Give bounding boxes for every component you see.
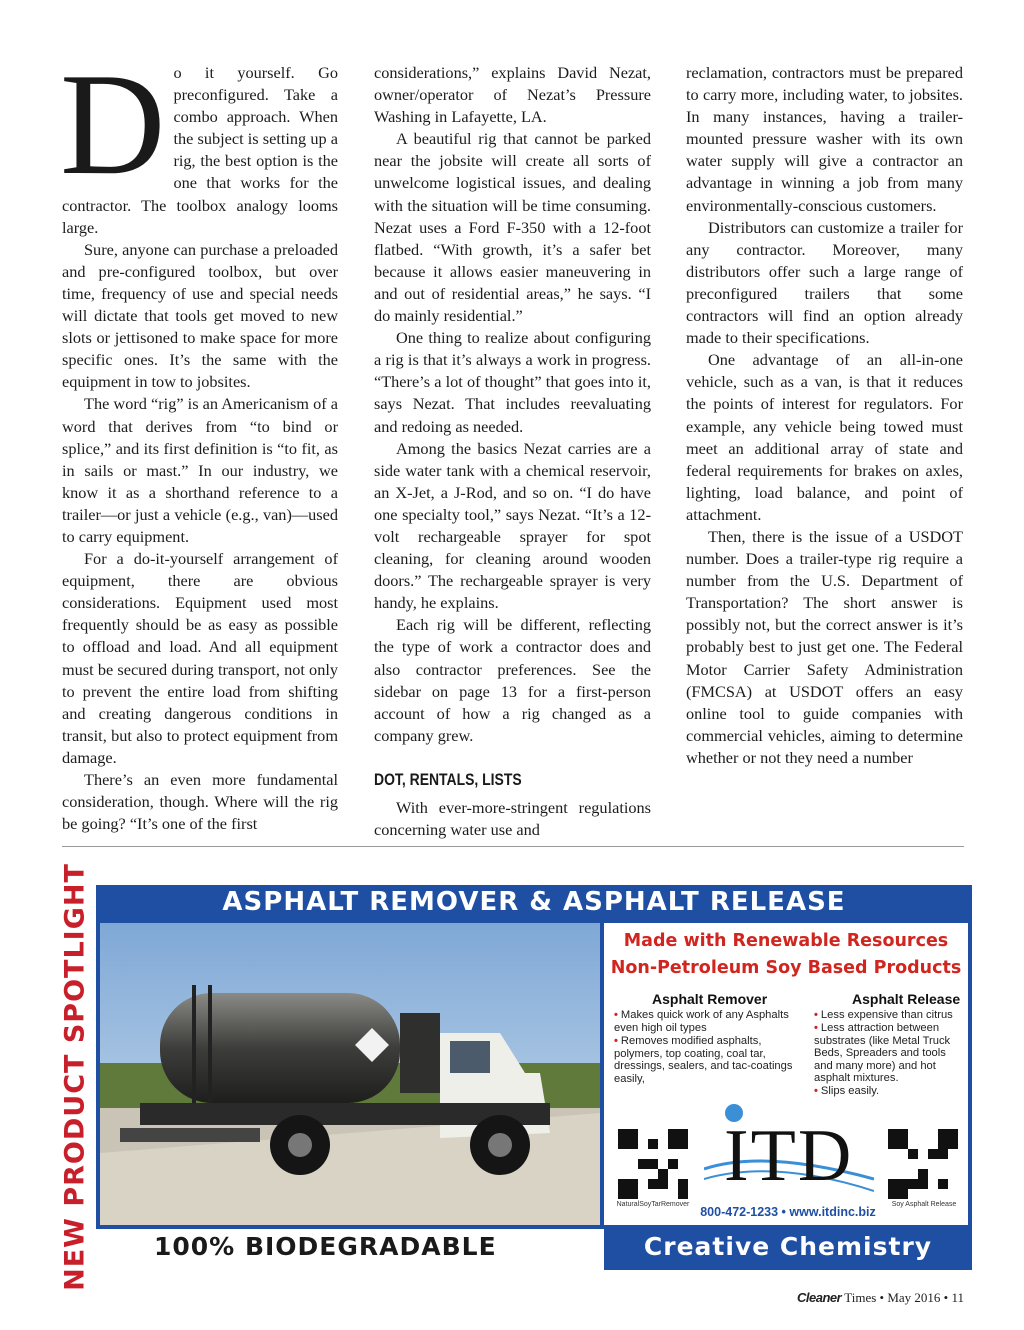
itd-logo: ITD	[724, 1115, 854, 1197]
article-column-3	[686, 62, 963, 769]
section-subhead: DOT, RENTALS, LISTS	[374, 769, 522, 789]
article-column-1	[60, 43, 338, 835]
truck-photo	[100, 923, 600, 1225]
paragraph: reclamation, contractors must be prepared to carry more, including water, to jobsites. In many instances, having a trailer-mounted pressure washer with its own water supply will give a contractor an advantage in winning a job from many environmentally-conscious customers.	[686, 63, 963, 215]
advertisement	[54, 863, 972, 1291]
paragraph: considerations,” explains David Nezat, owner/operator of Nezat’s Pressure Washing in Lafayette, LA.	[374, 63, 651, 127]
paragraph: Distributors can customize a trailer for any contractor. Moreover, many distributors offer such a large range of preconfigured trailers that some contractors will find an option already made to their specifications.	[686, 217, 963, 348]
bullet-item	[614, 1009, 794, 1034]
bullet-item	[814, 1009, 964, 1022]
ad-side-banner	[54, 863, 96, 1291]
paragraph: There’s an even more fundamental consideration, though. Where will the rig be going? “It’s one of the first	[62, 770, 338, 834]
paragraph: For a do-it-yourself arrangement of equipment, there are obvious considerations. Equipment used most frequently should be as easy as possible to offload and load. And all equipment must be secured during transport, not only to prevent the entire load from shifting and creating dangerous conditions in transit, but also to protect equipment from damage.	[62, 549, 338, 767]
creative-chemistry-label: Creative Chemistry	[643, 1232, 933, 1261]
bullet-text: Less expensive than citrus	[820, 1009, 953, 1021]
bullet-item	[814, 1085, 964, 1098]
ad-info-panel	[604, 923, 968, 1225]
bullet-text: Less attraction between substrates (like Metal Truck Beds, Spreaders and tools and many more) and hot asphalt mixtures.	[814, 1022, 951, 1084]
paragraph: Among the basics Nezat carries are a side water tank with a chemical reservoir, an X-Jet, a J-Rod, and so on. “I do have one specialty tool,” says Nezat. “It’s a 12-volt rechargeable sprayer for spot cleaning, for cleaning around wooden doors.” The rechargeable sprayer is very handy, he explains.	[374, 438, 651, 613]
ad-contact: 800-472-1233 • www.itdinc.biz	[700, 1205, 876, 1219]
paragraph: One advantage of an all-in-one vehicle, such as a van, is that it reduces the points of interest for regulators. For example, any vehicle being towed must meet an additional array of state and federal requirements for brakes on axles, lighting, load balance, and point of attachment.	[686, 350, 963, 524]
bullet-text: Slips easily.	[820, 1085, 880, 1097]
qr-code-icon	[888, 1129, 958, 1199]
paragraph: Sure, anyone can purchase a preloaded and pre-configured toolbox, but over time, frequency of use and special needs will dictate that tools get moved to new slots or jettisoned to make space for more specific ones. It’s the same with the equipment in tow to jobsites.	[62, 239, 338, 392]
paragraph: The word “rig” is an Americanism of a word that derives from “to bind or splice,” and its first definition is “to fit, as in sails or mast.” In our industry, we know it as a shorthand reference to a trailer—or just a vehicle (e.g., van)—used to carry equipment.	[62, 394, 338, 546]
ad-red-headline-2: Non-Petroleum Soy Based Products	[610, 958, 962, 978]
qr-caption-left: NaturalSoyTarRemover	[616, 1201, 690, 1208]
bullet-text: Removes modified asphalts, polymers, top coating, coal tar, dressings, sealers, and tac-coatings easily,	[614, 1035, 793, 1085]
drop-cap: D	[60, 43, 166, 205]
paragraph: o it yourself. Go preconfigured. Take a combo approach. When the subject is setting up a rig, the best option is the one that works for the contractor. The toolbox analogy looms large.	[62, 63, 338, 237]
qr-code-icon	[618, 1129, 688, 1199]
paragraph: One thing to realize about configuring a rig is that it’s always a work in progress. “There’s a lot of thought” that goes into it, says Nezat. That includes reevaluating and redoing as needed.	[374, 328, 651, 436]
bullet-item	[614, 1035, 794, 1085]
spotlight-label: NEW PRODUCT SPOTLIGHT	[59, 863, 91, 1291]
bullet-icon: •	[614, 1035, 618, 1047]
paragraph: A beautiful rig that cannot be parked near the jobsite will create all sorts of unwelcome logistical issues, and dealing with the situation will be time consuming. Nezat uses a Ford F-350 with a 12-foot flatbed. “With growth, it’s a safer bet because it allows easier maneuvering in and out of residential areas,” he says. “I do mainly residential.”	[374, 129, 651, 326]
product-title-release: Asphalt Release	[852, 991, 961, 1007]
ad-main-panel	[96, 885, 972, 1270]
article-column-2	[374, 62, 651, 841]
qr-caption-right: Soy Asphalt Release	[891, 1201, 957, 1208]
bullet-icon: •	[614, 1009, 618, 1021]
divider	[62, 846, 964, 847]
paragraph: Then, there is the issue of a USDOT number. Does a trailer-type rig require a number from the U.S. Department of Transportation? The short answer is possibly not, but the correct answer is it’s probably best to just get one. The Federal Motor Carrier Safety Administration (FMCSA) at USDOT offers an easy online tool to guide companies with commercial vehicles, aiming to determine whether or not they need a number	[686, 526, 963, 767]
paragraph: Each rig will be different, reflecting the type of work a contractor does and also contractor preferences. See the sidebar on page 13 for a first-person account of how a rig changed as a company grew.	[374, 615, 651, 745]
ad-footer-left	[96, 1229, 604, 1270]
magazine-name: Cleaner	[797, 1290, 842, 1305]
ad-red-headline-1: Made with Renewable Resources	[623, 931, 949, 951]
issue-info: Times • May 2016 • 11	[841, 1290, 964, 1305]
bullet-text: Makes quick work of any Asphalts even high oil types	[614, 1009, 789, 1034]
ad-footer-right	[604, 1229, 972, 1270]
bullet-item	[814, 1022, 964, 1085]
ad-headline: ASPHALT REMOVER & ASPHALT RELEASE	[222, 887, 846, 917]
product-title-remover: Asphalt Remover	[652, 991, 768, 1007]
bullet-icon: •	[814, 1085, 818, 1097]
bullet-icon: •	[814, 1022, 818, 1034]
biodegradable-label: 100% BIODEGRADABLE	[154, 1232, 497, 1261]
page-footer	[797, 1290, 964, 1306]
bullet-icon: •	[814, 1009, 818, 1021]
truck-photo-icon	[100, 923, 600, 1225]
paragraph: With ever-more-stringent regulations concerning water use and	[374, 798, 651, 840]
